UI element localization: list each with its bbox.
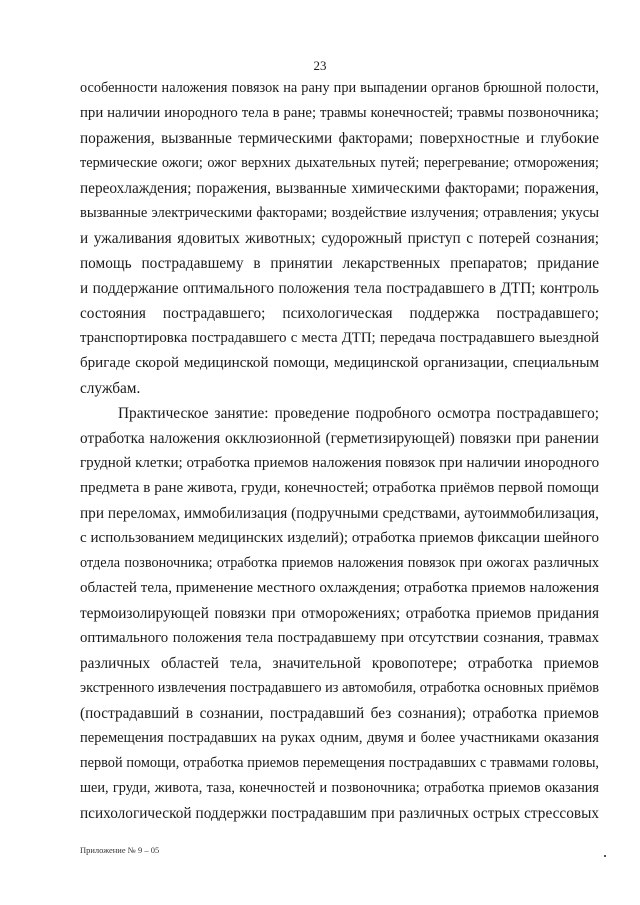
paragraph-line: отдела позвоночника; отработка приемов наложения повязок при ожогах различных xyxy=(80,555,599,571)
paragraph-line: (пострадавший в сознании, пострадавший без сознания); отработка приемов xyxy=(80,705,599,722)
paragraph-line: с использованием медицинских изделий); отработка приемов фиксации шейного xyxy=(80,530,599,546)
paragraph-line: различных областей тела, значительной кровопотере; отработка приемов xyxy=(80,655,599,672)
paragraph-line: и ужаливания ядовитых животных; судорожный приступ с потерей сознания; xyxy=(80,230,599,247)
paragraph-line: термоизолирующей повязки при отморожениях; отработка приемов придания xyxy=(80,605,599,622)
paragraph-line: переохлаждения; поражения, вызванные химическими факторами; поражения, xyxy=(80,180,599,197)
paragraph-line: шеи, груди, живота, таза, конечностей и позвоночника; отработка приемов оказания xyxy=(80,780,599,796)
page-number: 23 xyxy=(313,58,327,73)
paragraph-line: грудной клетки; отработка приемов наложения повязок при наличии инородного xyxy=(80,455,599,471)
paragraph-line: Практическое занятие: проведение подробного осмотра пострадавшего; xyxy=(118,405,599,422)
paragraph-line: экстренного извлечения пострадавшего из автомобиля, отработка основных приёмов xyxy=(80,680,599,696)
paragraph-line: при наличии инородного тела в ране; травмы конечностей; травмы позвоночника; xyxy=(80,105,599,121)
paragraph-line: транспортировка пострадавшего с места ДТП; передача пострадавшего выездной xyxy=(80,330,599,346)
paragraph-line: состояния пострадавшего; психологическая поддержка пострадавшего; xyxy=(80,305,599,322)
footer-note: Приложение № 9 – 05 xyxy=(80,845,160,855)
paragraph-line: вызванные электрическими факторами; воздействие излучения; отравления; укусы xyxy=(80,205,599,221)
paragraph-line: особенности наложения повязок на рану при выпадении органов брюшной полости, xyxy=(80,80,599,96)
scan-speck xyxy=(604,855,606,857)
paragraph-line: и поддержание оптимального положения тела пострадавшего в ДТП; контроль xyxy=(80,280,599,297)
paragraph-line: термические ожоги; ожог верхних дыхательных путей; перегревание; отморожения; xyxy=(80,155,599,171)
paragraph-line: поражения, вызванные термическими факторами; поверхностные и глубокие xyxy=(80,130,599,147)
paragraph-line: бригаде скорой медицинской помощи, медицинской организации, специальным xyxy=(80,355,599,371)
paragraph-line: предмета в ране живота, груди, конечностей; отработка приёмов первой помощи xyxy=(80,480,599,496)
paragraph-line: первой помощи, отработка приемов перемещения пострадавших с травмами головы, xyxy=(80,755,599,771)
paragraph-line: при переломах, иммобилизация (подручными средствами, аутоиммобилизация, xyxy=(80,505,599,522)
paragraph-line: областей тела, применение местного охлаждения; отработка приемов наложения xyxy=(80,580,599,596)
paragraph-line: оптимального положения тела пострадавшему при отсутствии сознания, травмах xyxy=(80,630,599,646)
paragraph-line: службам. xyxy=(80,380,141,397)
paragraph-2 xyxy=(80,401,599,826)
paragraph-line: психологической поддержки пострадавшим при различных острых стрессовых xyxy=(80,805,599,822)
paragraph-line: отработка наложения окклюзионной (герметизирующей) повязки при ранении xyxy=(80,430,599,447)
paragraph-line: перемещения пострадавших на руках одним, двумя и более участниками оказания xyxy=(80,730,599,746)
paragraph-1 xyxy=(80,76,599,401)
paragraph-line: помощь пострадавшему в принятии лекарственных препаратов; придание xyxy=(80,255,599,272)
